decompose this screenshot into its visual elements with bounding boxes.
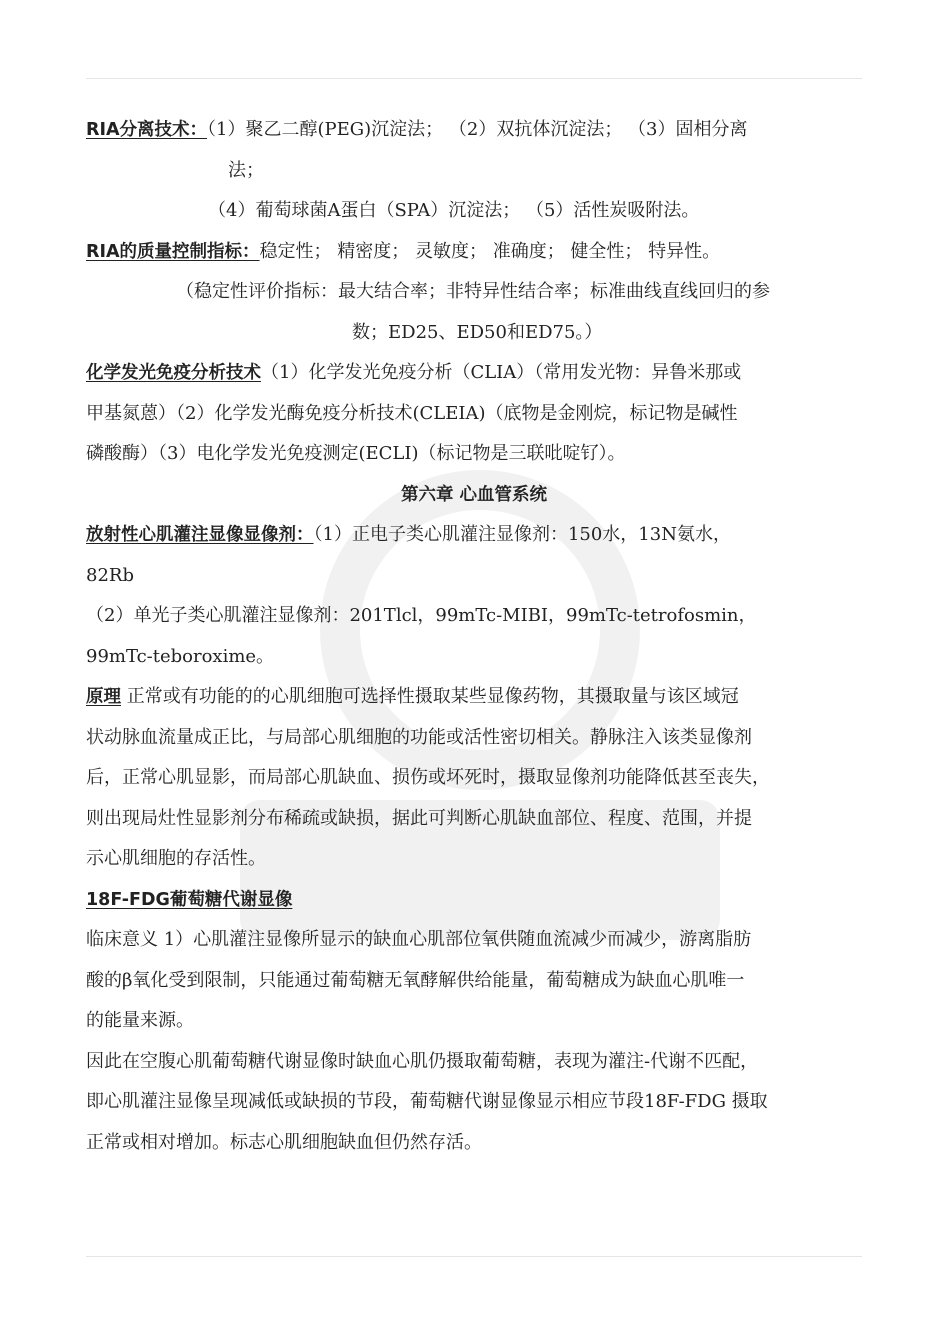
- principle-line-5: 示心肌细胞的存活性。: [86, 848, 266, 869]
- agents-line-4: 99mTc-teboroxime。: [86, 645, 275, 667]
- principle-line-1: [86, 677, 862, 718]
- ria-qc-line-3: 数；ED25、ED50和ED75。）: [352, 321, 603, 343]
- principle-line-3: 后，正常心肌显影，而局部心肌缺血、损伤或坏死时，摄取显像剂功能降低甚至丧失，: [86, 767, 770, 788]
- fdg-line-2: 酸的β氧化受到限制，只能通过葡萄糖无氧酵解供给能量，葡萄糖成为缺血心肌唯一: [86, 969, 745, 991]
- ria-qc-line-1: [86, 232, 862, 273]
- clia-term: 化学发光免疫分析技术: [86, 363, 261, 383]
- principle-text-1: 正常或有功能的的心肌细胞可选择性摄取某些显像药物，其摄取量与该区域冠: [126, 686, 739, 707]
- ria-separation-line-3: （4）葡萄球菌A蛋白（SPA）沉淀法； （5）活性炭吸附法。: [208, 200, 700, 221]
- footer-rule: [86, 1256, 862, 1257]
- fdg-line-5: 即心肌灌注显像呈现减低或缺损的节段，葡萄糖代谢显像显示相应节段18F-FDG 摄取: [86, 1091, 768, 1112]
- principle-line-4: 则出现局灶性显影剂分布稀疏或缺损，据此可判断心肌缺血部位、程度、范围，并提: [86, 807, 752, 829]
- ria-separation-line-2: 法；: [228, 159, 264, 181]
- agents-text-1: （1）正电子类心肌灌注显像剂：150水，13N氨水，: [313, 524, 731, 545]
- ria-qc-term: RIA的质量控制指标：: [86, 241, 260, 262]
- ria-qc-line-2: （稳定性评价指标：最大结合率；非特异性结合率；标准曲线直线回归的参: [176, 281, 770, 302]
- agents-line-1: [86, 515, 862, 556]
- fdg-heading-line: [86, 880, 862, 921]
- agents-line-2: 82Rb: [86, 564, 134, 586]
- header-rule: [86, 78, 862, 79]
- clia-text-1: （1）化学发光免疫分析（CLIA）（常用发光物：异鲁米那或: [261, 362, 742, 383]
- fdg-line-1: 临床意义 1）心肌灌注显像所显示的缺血心肌部位氧供随血流减少而减少，游离脂肪: [86, 929, 752, 950]
- clia-line-2: 甲基氮蒽）（2）化学发光酶免疫分析技术(CLEIA)（底物是金刚烷，标记物是碱性: [86, 402, 738, 424]
- fdg-term: 18F-FDG葡萄糖代谢显像: [86, 889, 293, 910]
- principle-line-2: 状动脉血流量成正比，与局部心肌细胞的功能或活性密切相关。静脉注入该类显像剂: [86, 726, 752, 748]
- clia-line-1: [86, 353, 862, 394]
- document-body: [86, 110, 862, 1163]
- clia-line-3: 磷酸酶）（3）电化学发光免疫测定(ECLI)（标记物是三联吡啶钌）。: [86, 443, 626, 464]
- agents-term: 放射性心肌灌注显像显像剂：: [86, 525, 314, 545]
- agents-line-3: （2）单光子类心肌灌注显像剂：201Tlcl，99mTc-MIBI，99mTc-tetrofosmin，: [86, 605, 757, 626]
- fdg-line-4: 因此在空腹心肌葡萄糖代谢显像时缺血心肌仍摄取葡萄糖，表现为灌注-代谢不匹配，: [86, 1050, 759, 1072]
- ria-qc-text-1: 稳定性； 精密度； 灵敏度； 准确度； 健全性； 特异性。: [259, 240, 721, 262]
- ria-separation-term: RIA分离技术：: [86, 120, 208, 140]
- fdg-line-6: 正常或相对增加。标志心肌细胞缺血但仍然存活。: [86, 1131, 482, 1153]
- chapter-title: 第六章 心血管系统: [400, 484, 548, 505]
- ria-separation-text-1: （1）聚乙二醇(PEG)沉淀法； （2）双抗体沉淀法； （3）固相分离: [207, 119, 748, 140]
- principle-term: 原理: [86, 687, 121, 707]
- fdg-line-3: 的能量来源。: [86, 1010, 194, 1031]
- ria-separation-line-1: [86, 110, 862, 151]
